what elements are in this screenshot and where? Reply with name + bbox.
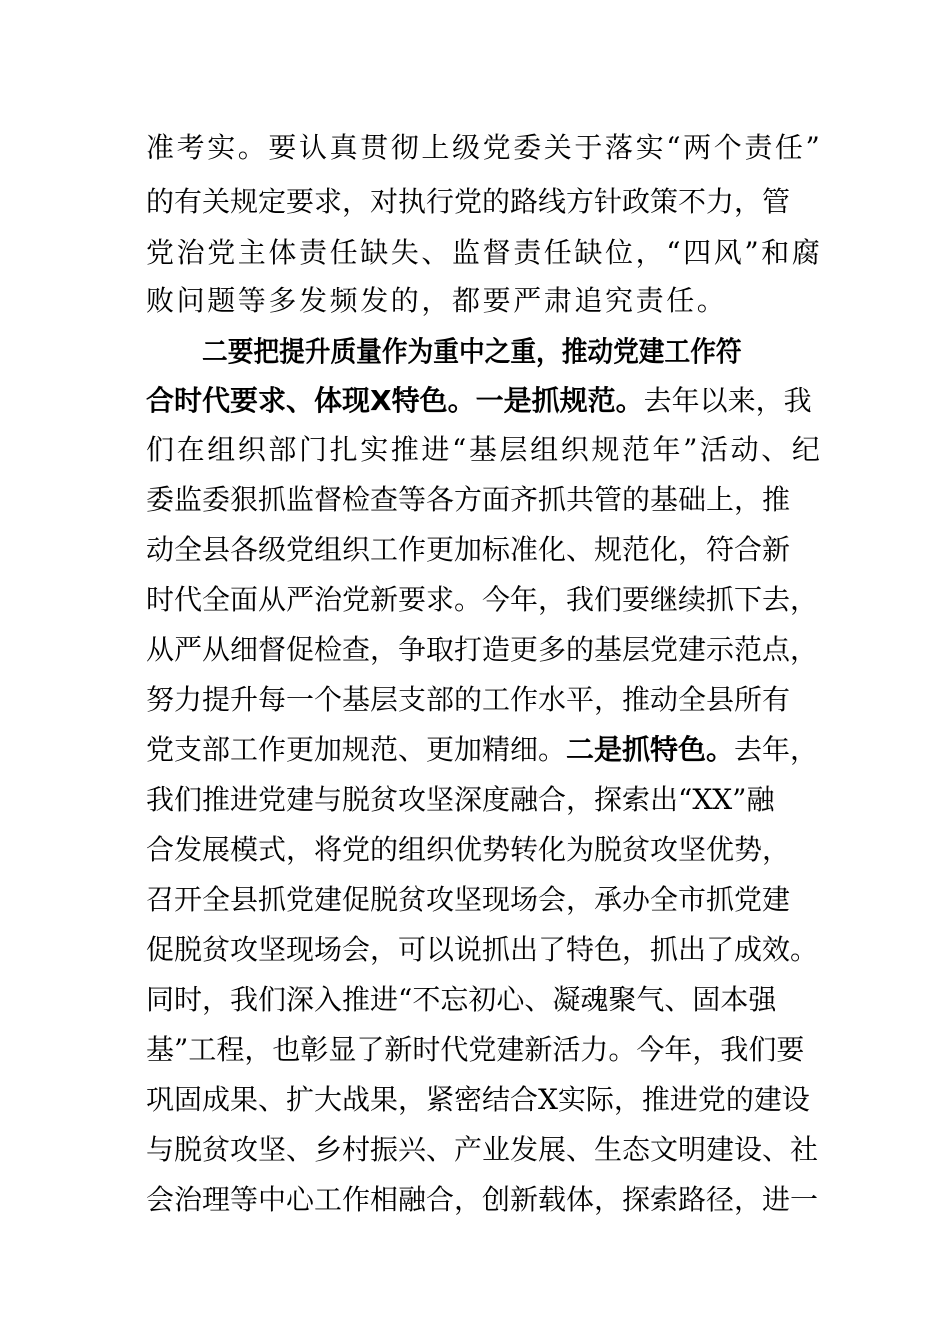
- text-line: 基”工程，也彰显了新时代党建新活力。今年，我们要: [146, 1033, 805, 1066]
- text-line: 努力提升每一个基层支部的工作水平，推动全县所有: [146, 683, 791, 716]
- text-line: 时代全面从严治党新要求。今年，我们要继续抓下去，: [146, 583, 819, 616]
- section-heading-text: 合时代要求、体现X特色。: [146, 384, 476, 417]
- text-line: 同时，我们深入推进“不忘初心、凝魂聚气、固本强: [146, 983, 777, 1016]
- text-line: 巩固成果、扩大战果，紧密结合X实际，推进党的建设: [146, 1083, 810, 1116]
- text-line: 的有关规定要求，对执行党的路线方针政策不力，管: [146, 185, 791, 218]
- text-line: 动全县各级党组织工作更加标准化、规范化，符合新: [146, 533, 791, 566]
- section-heading-line: 二要把提升质量作为重中之重，推动党建工作符: [202, 335, 742, 368]
- text-line-mixed: [146, 730, 826, 770]
- text-line: 会治理等中心工作相融合，创新载体，探索路径，进一: [146, 1183, 819, 1216]
- body-text: 去年，: [734, 733, 819, 766]
- section-heading-line-mixed: [146, 381, 826, 421]
- text-line: 党治党主体责任缺失、监督责任缺位，“四风”和腐: [146, 236, 823, 269]
- text-line: 准考实。要认真贯彻上级党委关于落实“两个责任”: [146, 131, 823, 164]
- text-line: 委监委狠抓监督检查等各方面齐抓共管的基础上，推: [146, 483, 791, 516]
- text-line: 与脱贫攻坚、乡村振兴、产业发展、生态文明建设、社: [146, 1133, 819, 1166]
- text-line: 们在组织部门扎实推进“基层组织规范年”活动、纪: [146, 433, 823, 466]
- text-line: 召开全县抓党建促脱贫攻坚现场会，承办全市抓党建: [146, 883, 791, 916]
- text-line: 败问题等多发频发的，都要严肃追究责任。: [146, 284, 728, 317]
- text-line: 从严从细督促检查，争取打造更多的基层党建示范点，: [146, 633, 819, 666]
- text-line: 合发展模式，将党的组织优势转化为脱贫攻坚优势，: [146, 833, 791, 866]
- item-heading-text: 二是抓特色。: [566, 733, 735, 766]
- item-heading-text: 一是抓规范。: [475, 384, 644, 417]
- body-text: 党支部工作更加规范、更加精细。: [146, 733, 567, 766]
- body-text: 去年以来，我: [643, 384, 812, 417]
- text-line: 我们推进党建与脱贫攻坚深度融合，探索出“XX”融: [146, 783, 775, 816]
- text-line: 促脱贫攻坚现场会，可以说抓出了特色，抓出了成效。: [146, 933, 819, 966]
